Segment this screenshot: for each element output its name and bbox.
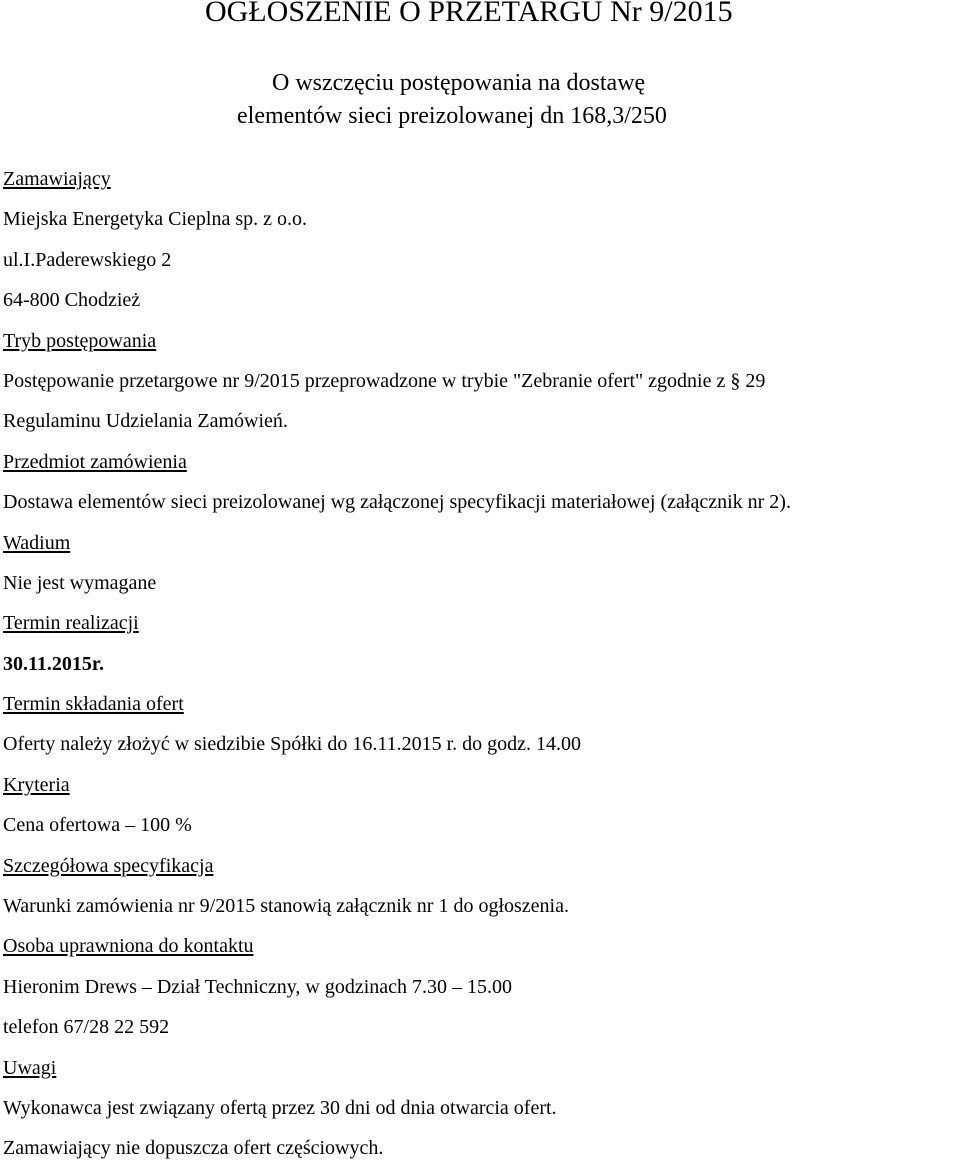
heading-termin-realizacji: Termin realizacji [3,612,139,635]
uwagi-text-1: Wykonawca jest związany ofertą przez 30 dni od dnia otwarcia ofert. [3,1096,557,1119]
kontakt-person: Hieronim Drews – Dział Techniczny, w godzinach 7.30 – 15.00 [3,975,513,998]
termin-ofert-text: Oferty należy złożyć w siedzibie Spółki do 16.11.2015 r. do godz. 14.00 [3,733,582,756]
document-body [3,159,958,1169]
zamawiajacy-name: Miejska Energetyka Cieplna sp. z o.o. [3,208,308,231]
tryb-text-2: Regulaminu Udzielania Zamówień. [3,410,288,433]
przedmiot-text: Dostawa elementów sieci preizolowanej wg załączonej specyfikacji materiałowej (załącznik nr 2). [3,491,791,514]
heading-termin-ofert: Termin składania ofert [3,693,184,716]
heading-tryb: Tryb postępowania [3,329,157,352]
zamawiajacy-city: 64-800 Chodzież [3,289,141,312]
wadium-text: Nie jest wymagane [3,571,157,594]
tryb-text-1: Postępowanie przetargowe nr 9/2015 przeprowadzone w trybie "Zebranie ofert" zgodnie z § 29 [3,369,766,392]
kontakt-phone: telefon 67/28 22 592 [3,1016,170,1039]
heading-zamawiajacy: Zamawiający [3,168,111,190]
document-subtitle-line-1: O wszczęciu postępowania na dostawę [272,70,646,96]
document-subtitle-line-2: elementów sieci preizolowanej dn 168,3/250 [237,103,667,129]
heading-uwagi: Uwagi [3,1056,57,1079]
document-title: OGŁOSZENIE O PRZETARGU Nr 9/2015 [205,0,733,28]
zamawiajacy-street: ul.I.Paderewskiego 2 [3,248,172,271]
kryteria-text: Cena ofertowa – 100 % [3,814,192,837]
heading-kontakt: Osoba uprawniona do kontaktu [3,935,254,958]
termin-realizacji-date: 30.11.2015r. [3,652,104,675]
heading-specyfikacja: Szczegółowa specyfikacja [3,854,214,877]
heading-kryteria: Kryteria [3,773,70,796]
uwagi-text-2: Zamawiający nie dopuszcza ofert częściowych. [3,1137,384,1160]
heading-wadium: Wadium [3,531,71,554]
heading-przedmiot: Przedmiot zamówienia [3,450,187,473]
specyfikacja-text: Warunki zamówienia nr 9/2015 stanowią załącznik nr 1 do ogłoszenia. [3,895,569,918]
